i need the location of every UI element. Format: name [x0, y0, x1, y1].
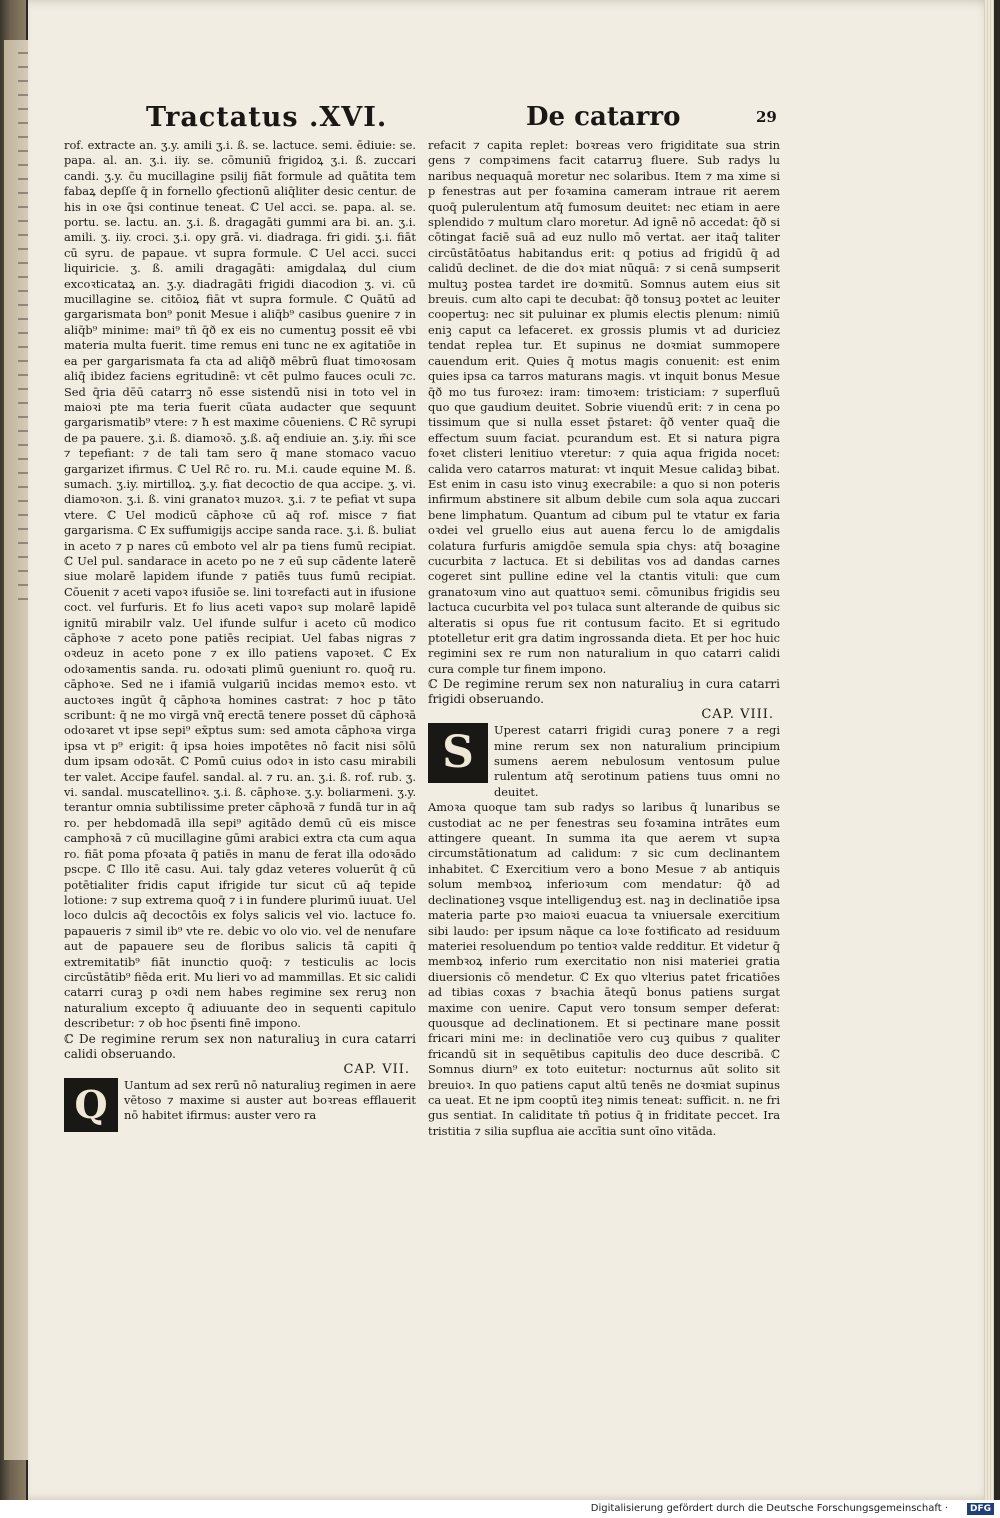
left-column — [64, 138, 416, 1132]
chapter-opening-vii — [64, 1078, 416, 1132]
chapter-vii-opening-text: Uantum ad sex rerū nō naturaliuꝫ regimen in aere vētoso ⁊ maxime si auster aut boꝛreas efflauerit nō habitet ifirmus: auster vero ra — [124, 1077, 416, 1123]
running-header — [146, 102, 806, 138]
chapter-viii-opening-text: Uperest catarri frigidi curaꝫ ponere ⁊ a regi mine rerum sex non naturalium principium sumens aerem nebulosum ventosum pulue rulentum atq̄ serotinum patiens tuus omni no deuitet. — [494, 723, 780, 799]
chapter-rubric-vii: ℂ De regimine rerum sex non naturaliuꝫ in cura catarri calidi obseruando. — [64, 1031, 416, 1061]
chapter-label-row — [64, 1062, 416, 1078]
book-page — [28, 0, 994, 1500]
chapter-label-vii: CAP. VII. — [343, 1061, 410, 1077]
folio-number: 29 — [756, 108, 777, 126]
chapter-opening-viii — [428, 723, 780, 800]
decorated-initial-q: Q — [64, 1078, 118, 1132]
right-column — [428, 138, 780, 1139]
page-edge — [984, 0, 994, 1500]
left-column-body: rof. extracte an. ʒ.y. amili ʒ.i. ß. se. lactuce. semi. ēdiuie: se. papa. al. an. ʒ.i. iiy. se. cōmuniū frigidoꝝ ʒ.i. ß. zuccari candi. ʒ.y. c̄u mucillagine psilij fiāt formule ad quātita tem fabaꝝ depſſe q̄ in fornello ꝯfectionū aliq̄liter desic centur. de his in oꝛe q̄si continue teneat. ℂ Uel acci. se. papa. al. se. portu. se. lactu. an. ʒ.i. ß. dragagāti gummi ara bi. an. ʒ.i. amili. ʒ. iiy. croci. ʒ.i. opy grā. vi. diadraga. fri gidi. ʒ.i. fiāt cū syru. de papaue. vt supra formule. ℂ Uel acci. succi liquiricie. ʒ. ß. amili dragagāti: amigdalaꝝ dul cium excoꝛticataꝝ an. ʒ.y. diadragāti frigidi diacodion ʒ. vi. cū mucillagine se. citōioꝝ fiāt vt supra formule. ℂ Quātū ad gargarismata bon⁹ ponit Mesue i aliq̄b⁹ casibus ꝯuenire ⁊ in aliq̄b⁹ minime: mai⁹ tñ q̄ð ex eis no cumentuꝫ possit eē vbi materia multa fuerit. time remus eni tunc ne ex agitatiōe in ea per gargarismata fa cta ad aliq̄ð mēbrū fluat timoꝛosam aliq̄ ibidez faciens egritudinē: vt cēt pulmo fauces oculi ⁊c. Sed q̄ria dēū catarrꝫ nō esse sistendū nisi in toto vel in maioꝛi pte ma teria fuerit cūata audacter que sequunt gargarismatib⁹ vtere: ⁊ ħ est maxime cōueniens. ℂ Rc̄ syrupi de pa pauere. ʒ.i. ß. diamoꝛō. ʒ.ß. aq̄ endiuie an. ʒ.iy. m̄i sce ⁊ tepefiant: ⁊ de tali tam sero q̄ mane stomaco vacuo gargarizet ifirmus. ℂ Uel Rc̄ ro. ru. M.i. caude equine M. ß. sumach. ʒ.iy. mirtilloꝝ. ʒ.y. fiat decoctio de qua accipe. ʒ. vi. diamoꝛon. ʒ.i. ß. vini granatoꝛ muzoꝛ. ʒ.i. ⁊ te pefiat vt supa vtere. ℂ Uel modicū cāphoꝛe cū aq̄ rof. misce ⁊ fiat gargarisma. ℂ Ex suffumigijs accipe sanda race. ʒ.i. ß. buliat in aceto ⁊ p nares cū emboto vel alr pa tiens fumū recipiat. ℂ Uel pul. sandarace in aceto po ne ⁊ eū sup cādente laterē siue molarē lapidem ifunde ⁊ patiēs tuus fumū recipiat. Cōuenit ⁊ aceti vapoꝛ ifusiōe se. lini toꝛrefacti aut in ifusione coct. vel furfuris. Et fo lius aceti vapoꝛ sup molarē lapidē ignitū mirabilr valz. Uel ifunde sulfur i aceto cū modico cāphoꝛe ⁊ aceto pone patiēs recipiat. Uel fabas nigras ⁊ oꝛdeuz in aceto pone ⁊ ex illo patiens vapoꝛet. ℂ Ex odoꝛamentis sanda. ru. odoꝛati plimū ꝯueniunt ro. quoq̄ ru. cāphoꝛe. Sed ne i ifamiā vulgariū incidas memoꝛ esto. vt auctoꝛes ingūt q̄ cāphoꝛa homines castrat: ⁊ hoc p tāto scribunt: q̄ ne mo virgā vnq̄ erectā tenere posset dū cāphoꝛā odoꝛaret vt ipse sepi⁹ ex̄ptus sum: sed amota cāphoꝛa virga ipsa vt p⁹ erigit: q̄ ipsa hoies impotētes nō facit nisi sōlū dum ipsam odoꝛāt. ℂ Pomū cuius odoꝛ in isto casu mirabili ter valet. Accipe faufel. sandal. al. ⁊ ru. an. ʒ.i. ß. rof. rub. ʒ. vi. sandal. muscatellinoꝛ. ʒ.i. ß. cāphoꝛe. ʒ.y. boliarmeni. ʒ.y. terantur omnia subtilissime preter cāphoꝛā ⁊ fundā tur in aq̄ ro. per hebdomadā illa sepi⁹ agitādo demū cū eis misce camphoꝛā ⁊ cū mucillagine gūmi arabici extra cta cum aqua ro. fiāt poma pfoꝛata q̄ patiēs in manu de ferat illa odoꝛādo pscpe. ℂ Illo itē casu. Aui. taly gdaz veteres voluerūt q̄ cū potētialiter fridis caput ifrigide tur sicut cū aq̄ tepide lotione: ⁊ sup extrema quoq̄ ⁊ i in fundere plurimū iuuat. Uel loco dulcis aq̄ decoctōis ex folys salicis vel vio. lactuce fo. papaueris ⁊ simil ib⁹ vte re. debic vo olo vio. vel de nenufare aut de papauere seu de floribus salicis tā capiti q̄ extremitatib⁹ fiāt inunctio quoq̄: ⁊ testiculis ac locis circūstātib⁹ fiēda erit. Mu lieri vo ad mammillas. Et sic calidi catarri curaꝫ p oꝛdi nem habes regimine sex reruꝫ non naturalium excepto q̄ adiuuante deo in sequenti capitulo describetur: ⁊ ob hoc p̄senti finē impono. — [64, 138, 416, 1031]
digitization-footer — [0, 1500, 1000, 1518]
decorated-initial-s: S — [428, 723, 488, 783]
chapter-label-row — [428, 707, 780, 723]
header-tractatus: Tractatus .XVI. — [146, 102, 388, 133]
right-column-body: refacit ⁊ capita replet: boꝛreas vero frigiditate sua strin gens ⁊ compꝛimens facit catarruꝫ fluere. Sub radys lu naribus nequaquā moretur nec solaribus. Item ⁊ ma xime si p fenestras aut per foꝛamina cameram intraue rit aerem quoq̄ pulerulentum atq̄ fumosum deuitet: nec etiam in aere splendido ⁊ multum claro moretur. Ad ignē nō accedat: q̄ð si cōtingat faciē suā ad euz nullo mō vertat. aer itaq̄ taliter circūstātōatus habitandus erit: q potius ad frigidū q̄ ad calidū declinet. de die doꝛ miat nūquā: ⁊ si cenā sumpserit multuꝫ postea tardet ire doꝛmitū. Somnus autem eius sit breuis. cum alto capi te decubat: q̄ð tonsuꝫ poꝛtet ac leuiter coopertuꝫ: nec sit puluinar ex plumis electis plenum: nimiū eniꝫ caput ca lefaceret. ex grossis plumis vt ad duriciez tendat replea tur. Et supinus ne doꝛmiat summopere cauendum erit. Quies q̄ motus magis conuenit: est enim quies ipsa ca tarros maturans magis. vt inquit bonus Mesue q̄ð mo tus furoꝛez: iram: timoꝛem: tristiciam: ⁊ superfluū quo que gaudium deuitet. Sobrie viuendū erit: ⁊ in cena po tissimum que si nulla esset p̄staret: q̄ð venter quaq̄ die effectum suum faciat. pcurandum est. Et si natura pigra foꝛet clisteri lenitiuo vteretur: ⁊ quia aqua frigida nocet: calida vero catarros maturat: vt inquit Mesue calidaꝫ bibat. Est enim in casu isto vinuꝫ execrabile: a quo si non poteris infirmum abstinere sit album debile cum sola aqua zuccari bene limphatum. Quantum ad cibum pul te vtatur ex faria oꝛdei vel gruello eius aut auena fercu lo de amigdalis colatura furfuris amigdōe semula spia chys: atq̄ boꝛagine cucurbita ⁊ lactuca. Et si debilitas vos ad dandas carnes cogeret sint pulline edine vel la ctantis vituli: que cum granatoꝛum vino aut quattuoꝛ semi. cōmunibus frigidis seu lactuca cucurbita vel poꝛ tulaca sunt alterande de quibus sic alteratis si opus fue rit contusum facito. Et si egritudo ptotelletur erit gra datim ingrossanda dieta. Et per hoc huic regimini sex re rum non naturalium in quo catarri calidi cura comple tur finem impono. — [428, 138, 780, 676]
chapter-rubric-viii: ℂ De regimine rerum sex non naturaliuꝫ in cura catarri frigidi obseruando. — [428, 677, 780, 707]
footer-credit: Digitalisierung gefördert durch die Deutsche Forschungsgemeinschaft · — [590, 1503, 948, 1514]
dfg-logo: DFG — [967, 1503, 994, 1515]
chapter-label-viii: CAP. VIII. — [701, 707, 774, 723]
header-title: De catarro — [526, 102, 681, 132]
chapter-viii-body: Amoꝛa quoque tam sub radys so laribus q̄ lunaribus se custodiat ac ne per fenestras seu foꝛamina intrātes eum attingere queant. In summa ita que aerem vt supꝛa circumstātionatum ad calidum: ⁊ sic cum declinantem inhabitet. ℂ Exercitium vero a bono Mesue ⁊ ab antiquis solum membꝛoꝝ inferioꝛum com mendatur: q̄ð ad declinationeꝫ vsque intelligenduꝫ est. naꝫ in declinatiōe ipsa materia parte pꝛo maioꝛi euacua ta vniuersale exercitium sibi laudo: per ipsum nāque ca loꝛe foꝛtificato ad residuum materiei resoluendum po tentioꝛ valde redditur. Et videtur q̄ membꝛoꝝ inferio rum exercitatio non nisi materiei gratia diuersionis cō mendetur. ℂ Ex quo vlterius patet fricatiōes ad tibias coxas ⁊ bꝛachia āteqū bonus patiens surgat maxime con uenire. Caput vero tonsum semper deferat: quousque ad declinationem. Et si pectinare mane possit fricari mini me: in declinatiōe vero cuꝫ quibus ⁊ qualiter fricandū sit in sequētibus capitulis deo duce describā. ℂ Somnus diurn⁹ ex toto euitetur: nocturnus aūt solito sit breuioꝛ. In quo patiens caput altū tenēs ne doꝛmiat supinus ca ueat. Et ne ipm cooptū iteꝫ nimis teneat: sufficit. n. ne fri gus sentiat. In caliditate tñ potius q̄ in friditate peccet. Ira tristitia ⁊ silia supflua aie accītia sunt oīno vitāda. — [428, 800, 780, 1138]
